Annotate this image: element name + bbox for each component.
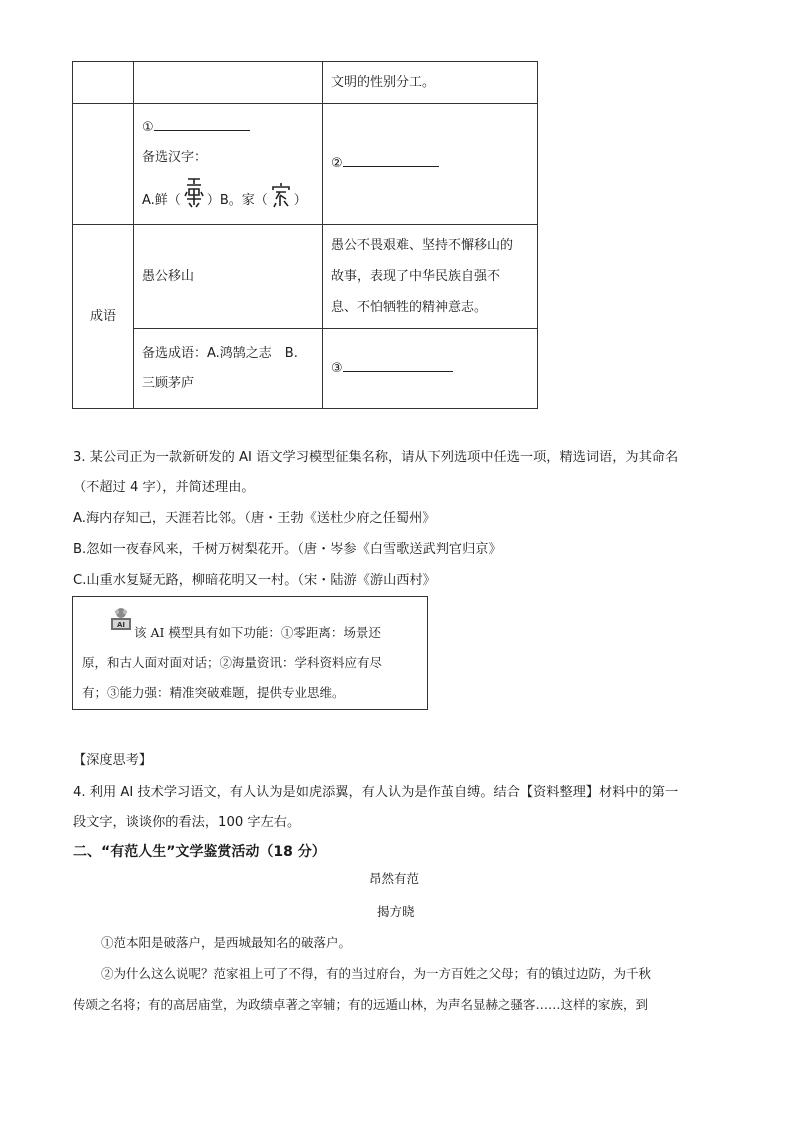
table-cell-empty-category xyxy=(73,62,134,104)
table-cell-meaning: 文明的性别分工。 xyxy=(323,62,538,104)
table-cell-idiom-options: 备选成语：A.鸿鹄之志 B. 三顾茅庐 xyxy=(134,329,323,409)
table-cell-answer-3: ③ xyxy=(323,329,538,409)
article-author: 揭方晓 xyxy=(377,904,415,919)
question-3-line-1: 3. 某公司正为一款新研发的 AI 语文学习模型征集名称，请从下列选项中任选一项，精选词语，为其命名 xyxy=(73,450,679,465)
question-4-line-2: 段文字，谈谈你的看法，100 字左右。 xyxy=(73,815,301,830)
option-b: B.忽如一夜春风来，千树万树梨花开。（唐・岑参《白雪歌送武判官归京》 xyxy=(73,542,502,557)
article-paragraph-1: ①范本阳是破落户，是西城最知名的破落户。 xyxy=(101,935,352,950)
word-origin-table xyxy=(72,61,538,409)
ai-features-box xyxy=(72,596,428,710)
table-cell-idiom-meaning: 愚公不畏艰难、坚持不懈移山的 故事，表现了中华民族自强不 息、不怕牺牲的精神意志。 xyxy=(323,225,538,329)
article-paragraph-2-line-1: ②为什么这么说呢？范家祖上可了不得，有的当过府台，为一方百姓之父母；有的镇过边防，为千秋 xyxy=(101,966,652,981)
option-a: A.海内存知己，天涯若比邻。（唐・王勃《送杜少府之任蜀州》 xyxy=(73,511,436,526)
answer-blank-1[interactable] xyxy=(154,115,250,131)
section-2-heading: 二、“有范人生”文学鉴赏活动（18 分） xyxy=(73,844,326,860)
ai-feature-line-3: 有；③能力强：精准突破难题，提供专业思维。 xyxy=(82,685,345,700)
table-cell-empty xyxy=(134,62,323,104)
table-cell-empty-category-2 xyxy=(73,104,134,225)
question-4-line-1: 4. 利用 AI 技术学习语文，有人认为是如虎添翼，有人认为是作茧自缚。结合【资料整理】材料中的第一 xyxy=(73,785,679,800)
ai-logo-text: AI xyxy=(116,621,126,629)
seal-script-jia-icon xyxy=(271,182,291,208)
ai-feature-line-1: 该 AI 模型具有如下功能：①零距离：场景还 xyxy=(134,625,381,640)
article-paragraph-2-line-2: 传颂之名将；有的高居庙堂，为政绩卓著之宰辅；有的远遁山林，为声名显赫之骚客……这样的家族，到 xyxy=(73,997,649,1012)
article-title: 昂然有范 xyxy=(369,871,420,886)
seal-script-xian-icon xyxy=(184,176,204,208)
ai-feature-line-2: 原，和古人面对面对话；②海量资讯：学科资料应有尽 xyxy=(82,655,383,670)
answer-blank-2[interactable] xyxy=(343,151,439,167)
ai-logo-icon xyxy=(110,607,132,631)
table-category-idiom: 成语 xyxy=(73,225,134,409)
question-3-line-2: （不超过 4 字），并简述理由。 xyxy=(73,480,255,495)
table-cell-hanzi-options: ① 备选汉字： A.鲜（ ）B。家（ ） xyxy=(134,104,323,225)
option-c: C.山重水复疑无路，柳暗花明又一村。（宋・陆游《游山西村》 xyxy=(73,573,436,588)
table-cell-answer-2: ② xyxy=(323,104,538,225)
table-cell-idiom: 愚公移山 xyxy=(134,225,323,329)
deep-thinking-label: 【深度思考】 xyxy=(73,753,153,768)
answer-blank-3[interactable] xyxy=(343,356,453,372)
